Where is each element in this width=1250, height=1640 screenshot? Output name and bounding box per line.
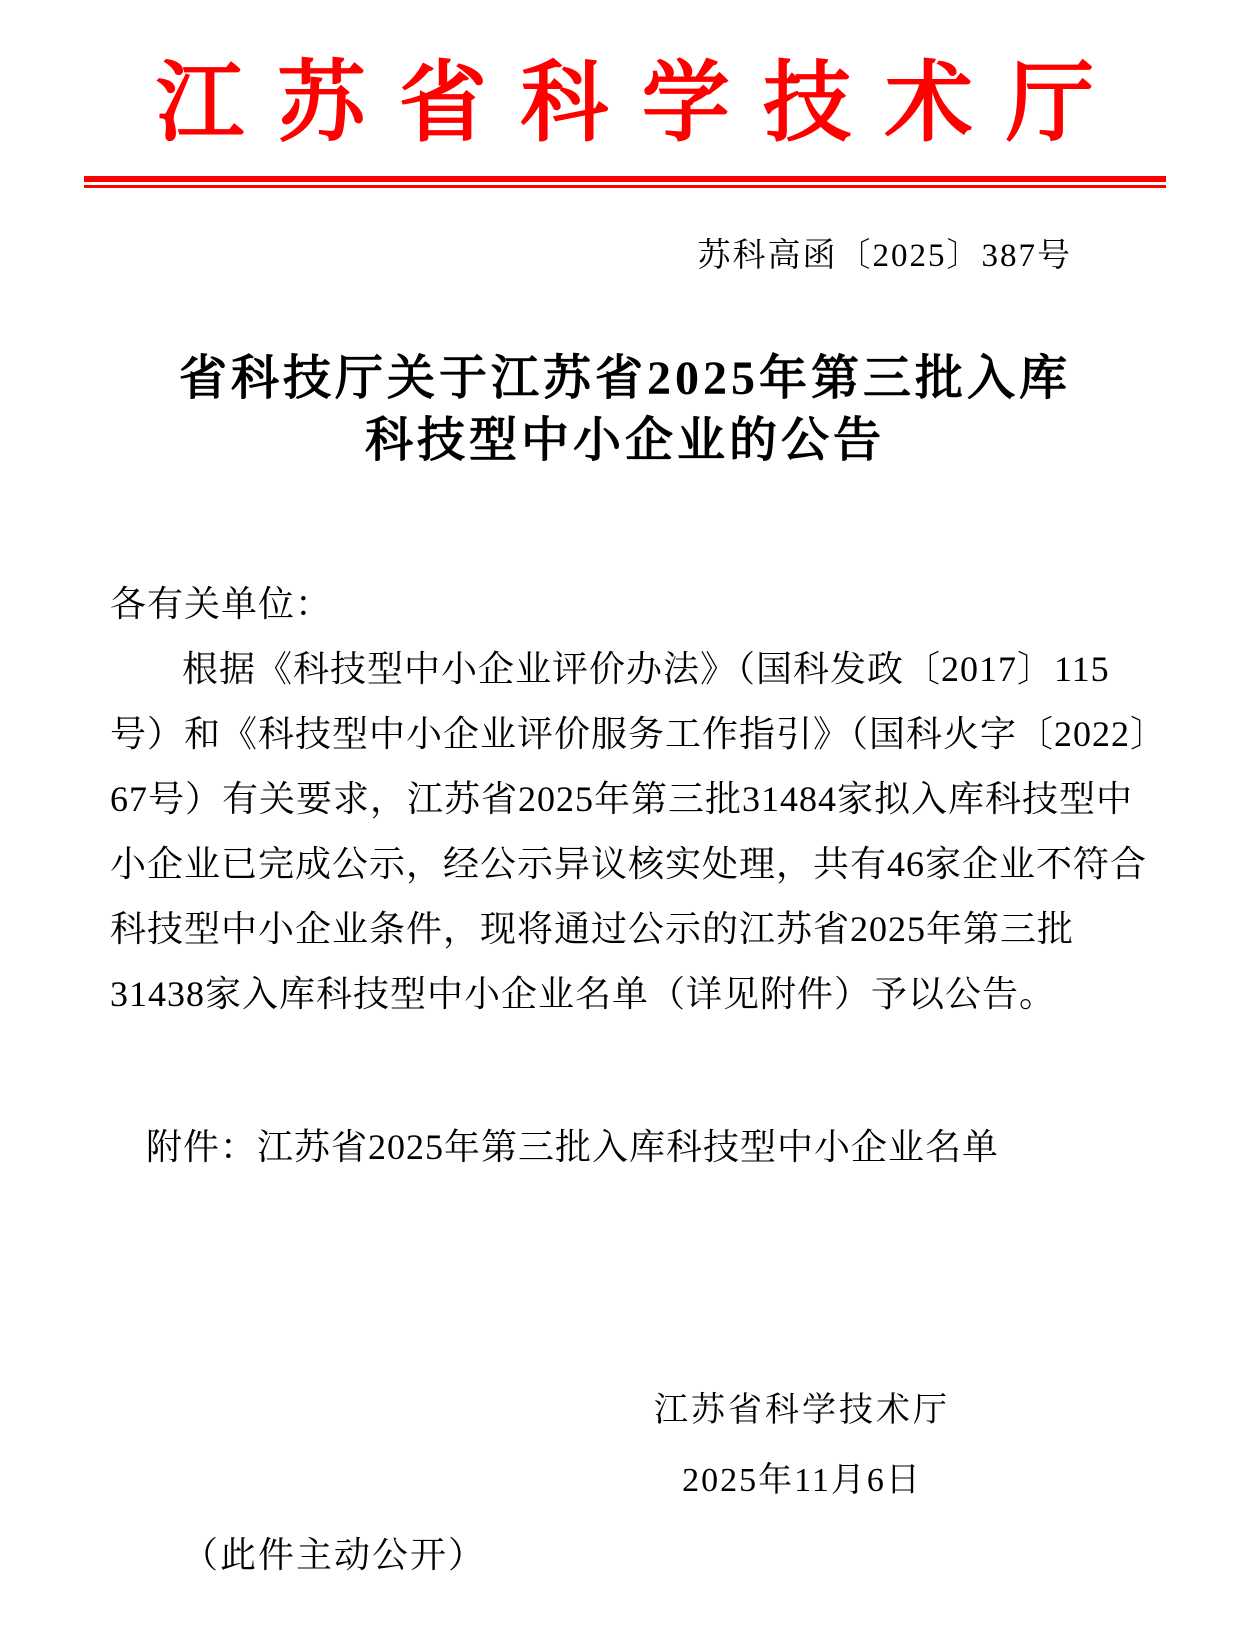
- document-number: 苏科高函〔2025〕387号: [697, 238, 1072, 274]
- body-line: 67号）有关要求，江苏省2025年第三批31484家拟入库科技型中: [110, 779, 1134, 819]
- letterhead-divider-rule: [84, 176, 1166, 188]
- footer-publicity-note: （此件主动公开）: [182, 1535, 487, 1575]
- body-line: 科技型中小企业条件，现将通过公示的江苏省2025年第三批: [110, 909, 1075, 949]
- divider-thin-line: [84, 185, 1166, 188]
- attachment-line: 附件：江苏省2025年第三批入库科技型中小企业名单: [146, 1127, 1000, 1167]
- document-title-line2: 科技型中小企业的公告: [364, 414, 885, 467]
- document-title-line1: 省科技厅关于江苏省2025年第三批入库: [178, 352, 1071, 405]
- letterhead-agency-title: 江苏省科学技术厅: [155, 56, 1128, 153]
- body-line: 小企业已完成公示，经公示异议核实处理，共有46家企业不符合: [110, 844, 1148, 884]
- signature-block: [654, 1376, 950, 1516]
- body-paragraph: [0, 637, 1250, 1027]
- body-line: 根据《科技型中小企业评价办法》（国科发政〔2017〕115: [182, 649, 1110, 689]
- divider-thick-line: [84, 176, 1166, 182]
- body-line: 31438家入库科技型中小企业名单（详见附件）予以公告。: [110, 974, 1057, 1014]
- salutation-line: 各有关单位：: [110, 584, 333, 624]
- signature-date: 2025年11月6日: [682, 1462, 922, 1499]
- document-title: [0, 348, 1250, 472]
- signature-agency: 江苏省科学技术厅: [654, 1392, 950, 1429]
- body-line: 号）和《科技型中小企业评价服务工作指引》（国科火字〔2022〕: [110, 714, 1168, 754]
